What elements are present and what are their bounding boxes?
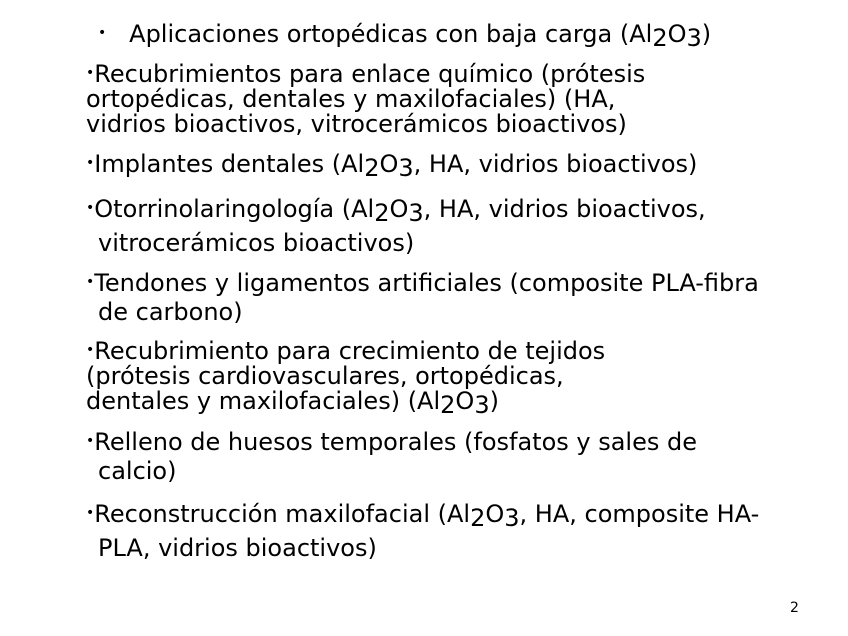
bullet: •: [86, 65, 95, 81]
list-item-line: [86, 500, 760, 532]
text: Otorrinolaringología (Al: [94, 195, 375, 223]
subscript: 3: [474, 391, 490, 419]
list-item-line: ortopédicas, dentales y maxilofaciales) (HA,: [86, 85, 616, 113]
subscript: 3: [398, 154, 414, 182]
subscript: 2: [364, 154, 380, 182]
text: Recubrimientos para enlace químico (prótesis: [94, 60, 646, 88]
text: , HA, vidrios bioactivos,: [423, 195, 706, 223]
list-item-line: [86, 195, 706, 227]
text: O: [667, 20, 687, 48]
text: Tendones y ligamentos artificiales (composite PLA-fibra: [94, 269, 759, 297]
list-item-line: [98, 20, 712, 52]
subscript: 2: [652, 24, 668, 52]
text: , HA, vidrios bioactivos): [413, 150, 698, 178]
text: O: [485, 500, 505, 528]
subscript: 3: [408, 199, 424, 227]
bullet: •: [86, 505, 95, 521]
subscript: 2: [440, 391, 456, 419]
text: O: [455, 387, 475, 415]
page-number: 2: [790, 600, 799, 616]
subscript: 2: [374, 199, 390, 227]
text: Relleno de huesos temporales (fosfatos y sales de: [94, 428, 697, 456]
bullet: •: [86, 274, 95, 290]
text: Aplicaciones ortopédicas con baja carga (Al: [129, 20, 653, 48]
subscript: 2: [470, 504, 486, 532]
bullet: •: [86, 200, 95, 216]
list-item-line: calcio): [98, 457, 177, 485]
list-item-line: [86, 269, 759, 298]
subscript: 3: [686, 24, 702, 52]
text: , HA, composite HA-: [519, 500, 760, 528]
text: dentales y maxilofaciales) (Al: [86, 387, 441, 415]
subscript: 3: [504, 504, 520, 532]
list-item-line: vidrios bioactivos, vitrocerámicos bioactivos): [86, 110, 627, 138]
list-item-line: de carbono): [98, 298, 243, 326]
list-item-line: [86, 428, 697, 457]
bullet: •: [86, 155, 95, 171]
list-item-line: [86, 387, 499, 419]
text: O: [379, 150, 399, 178]
text: Reconstrucción maxilofacial (Al: [94, 500, 471, 528]
list-item-line: vitrocerámicos bioactivos): [98, 229, 415, 257]
text: Implantes dentales (Al: [94, 150, 365, 178]
bullet: •: [86, 342, 95, 358]
list-item-line: PLA, vidrios bioactivos): [98, 534, 377, 562]
bullet: •: [98, 25, 107, 41]
text: Recubrimiento para crecimiento de tejidos: [94, 337, 606, 365]
list-item-line: (prótesis cardiovasculares, ortopédicas,: [86, 362, 564, 390]
list-item-line: [86, 150, 698, 182]
bullet: •: [86, 433, 95, 449]
text: ): [701, 20, 712, 48]
text: ): [489, 387, 499, 415]
text: O: [389, 195, 409, 223]
